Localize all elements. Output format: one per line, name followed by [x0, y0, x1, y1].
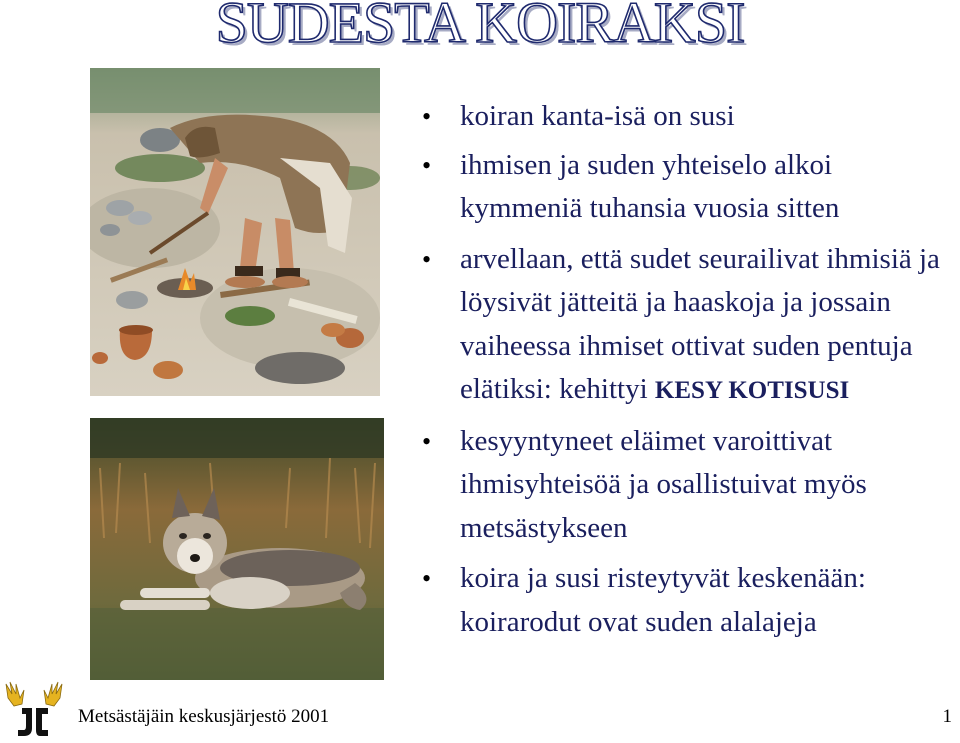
bullet-text: kesyyntyneet eläimet varoittivat ihmisyhteisöä ja osallistuivat myös metsästykseen [460, 424, 867, 544]
footer-text: Metsästäjäin keskusjärjestö 2001 [78, 706, 330, 727]
bullet-item [420, 557, 960, 644]
bullet-emphasis: KESY KOTISUSI [654, 377, 850, 404]
bullet-item [420, 144, 960, 231]
wolf-photo [90, 418, 384, 680]
bullet-item [420, 238, 960, 413]
bullet-list [420, 95, 960, 651]
page-number: 1 [942, 706, 952, 727]
title-container [0, 0, 960, 50]
bullet-text: koiran kanta-isä on susi [460, 100, 735, 132]
bullet-text: koira ja susi risteytyvät keskenään: koirarodut ovat suden alalajeja [460, 562, 866, 638]
bullet-text: ihmisen ja suden yhteiselo alkoi kymmeniä tuhansia vuosia sitten [460, 148, 840, 224]
antlers-logo-icon [2, 680, 66, 738]
bullet-item [420, 95, 960, 139]
campsite-photo [90, 68, 380, 396]
bullet-item [420, 420, 960, 551]
slide-title: SUDESTA KOIRAKSI [215, 0, 745, 50]
bullet-text: arvellaan, että sudet seurailivat ihmisiä ja löysivät jätteitä ja haaskoja ja jossain vaiheessa ihmiset ottivat suden pentuja elätiksi: kehittyi [460, 242, 940, 405]
